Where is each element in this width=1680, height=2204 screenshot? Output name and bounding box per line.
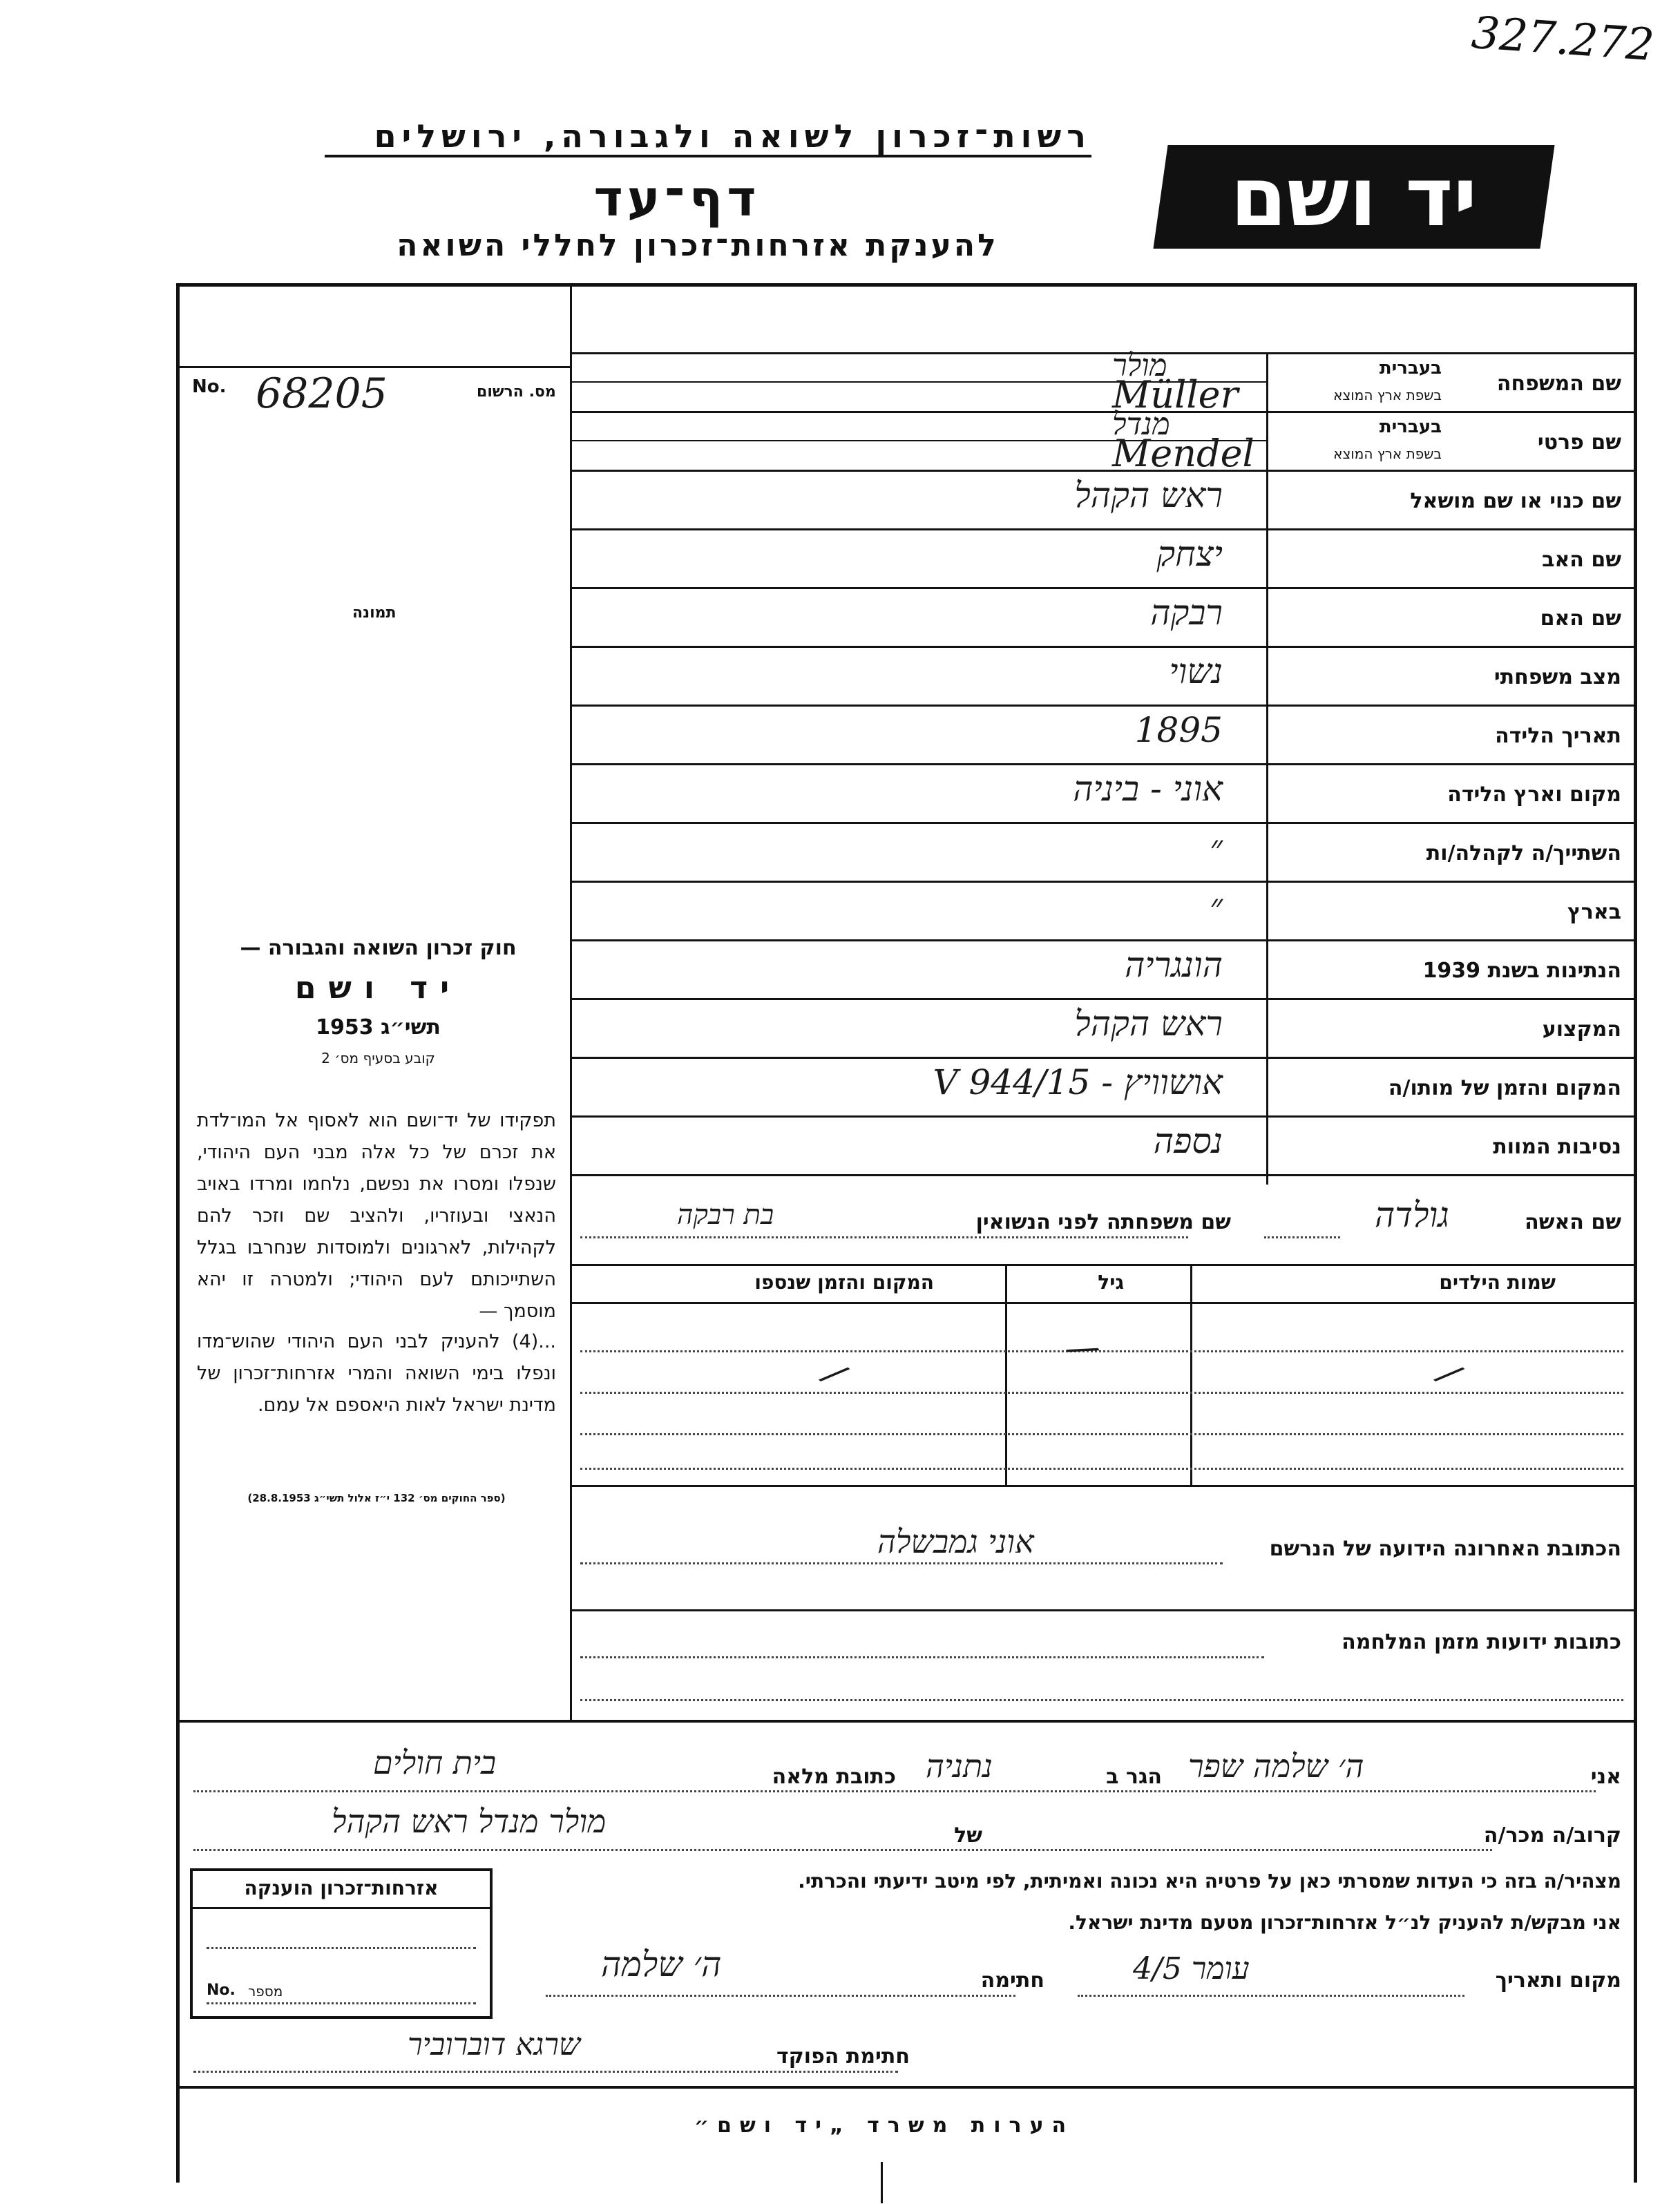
archive-number: 327.272 [1469,7,1656,72]
children-place-header: המקום והזמן שנספו [754,1271,934,1294]
reg-label: מס. הרשום [477,383,556,401]
field-value[interactable]: נספה [1153,1121,1223,1161]
field-label: המקום והזמן של מותו/ה [1388,1076,1621,1100]
field-label: הנתינות בשנת 1939 [1422,959,1621,983]
law-paragraph-2: ...(4) להעניק לבני העם היהודי שהוש־מדו ונפלו בימי השואה והמרי אזרחות־זכרון של מדינת ישראל לאות היאספם אל עמם. [197,1331,556,1416]
child-tick-3: / [1432,1354,1467,1393]
last-address-label: הכתובת האחרונה הידועה של הנרשם [1269,1537,1621,1561]
field-value[interactable]: ראש הקהל [1074,475,1223,515]
field-label: שם פרטי [1537,430,1621,454]
wife-value[interactable]: גולדה [1375,1195,1449,1235]
footer-note: הערות משרד „יד ושם״ [694,2114,1075,2138]
law-title: חוק זכרון השואה והגבורה — [240,936,517,960]
children-names-header: שמות הילדים [1439,1271,1556,1294]
field-value[interactable]: רבקה [1150,593,1223,633]
field-value-origin[interactable]: Mendel [1112,432,1254,475]
field-value[interactable]: יצחק [1156,534,1223,574]
lives-in-label: הגר ב [1106,1765,1162,1789]
field-value[interactable]: אוני - ביניה [1073,769,1223,809]
hebrew-sublabel: בעברית [1379,416,1442,437]
declarant-signature[interactable]: ה׳ שלמה [601,1944,722,1984]
child-tick-1: / [817,1354,852,1393]
yad-vashem-logo [1153,145,1554,249]
certify-text: מצהיר/ה בזה כי העדות שמסרתי כאן על פרטיה היא נכונה ואמיתית, לפי מיטב ידיעתי והכרתי. [798,1870,1621,1892]
logo-text: יד ושם [1230,149,1478,245]
citizenship-title: אזרחות־זכרון הוענקה [244,1877,439,1899]
place-date-value[interactable]: עומר 4/5 [1133,1951,1250,1986]
officer-signature[interactable]: שרגא דוברוביר [408,2027,581,2062]
authority-title: רשות־זכרון לשואה ולגבורה, ירושלים [325,117,1091,157]
page-subtitle: להענקת אזרחות־זכרון לחללי השואה [397,228,999,263]
field-label: השתייך/ה לקהלה/ות [1426,841,1621,865]
last-address-value[interactable]: אוני גמבשלה [877,1523,1034,1560]
hebrew-sublabel: בעברית [1379,358,1442,378]
children-age-header: גיל [1098,1271,1124,1294]
maiden-name-label: שם משפחתה לפני הנשואין [975,1210,1231,1234]
law-paragraph-1: תפקידו של יד־ושם הוא לאסוף אל המו־לדת את זכרם של כל אלה מבני העם היהודי, שנפלו ומסרו את נפשם, נלחמו ומרדו באויב הנאצי ובעוזריו, ולהציב שם וזכר להם לקהילות, לארגונים ולמוסדות שנחרבו בגלל השתייכותם לעם היהודי; ולמטרה זו יהא מוסמך — [197,1110,556,1322]
field-value[interactable]: נשוי [1169,651,1223,691]
field-label: המקצוע [1542,1017,1621,1042]
address-label: כתובת מלאה [772,1765,896,1789]
law-name: יד ושם [294,970,462,1006]
page-title: דף־עד [593,169,761,227]
reg-no-value: 68205 [256,370,388,418]
origin-sublabel: בשפת ארץ המוצא [1333,387,1442,403]
child-tick-2: / [1063,1334,1104,1365]
origin-sublabel: בשפת ארץ המוצא [1333,445,1442,462]
field-value[interactable]: ״ [1210,886,1223,926]
citizenship-no-label: No. [207,1982,236,1999]
field-label: מצב משפחתי [1493,665,1621,689]
citizenship-box [190,1868,493,2019]
wartime-addresses-label: כתובות ידועות מזמן המלחמה [1342,1630,1621,1654]
reg-no-label: No. [192,376,227,397]
field-value-hebrew[interactable]: מנדל [1112,407,1170,442]
field-label: בארץ [1567,900,1621,924]
citizenship-number-label: מספר [248,1983,283,2000]
field-label: נסיבות המוות [1493,1135,1621,1159]
law-year: תשי״ג 1953 [316,1015,441,1039]
ani-label: אני [1590,1765,1621,1789]
photo-placeholder [187,387,560,919]
request-text: אני מבקש/ת להעניק לנ״ל אזרחות־זכרון מטעם מדינת ישראל. [1068,1911,1621,1934]
field-value-origin[interactable]: Müller [1112,373,1239,416]
wife-label: שם האשה [1525,1210,1621,1234]
field-value[interactable]: אושוויץ - 15/V 944 [933,1062,1223,1102]
field-value-hebrew[interactable]: מולר [1112,348,1167,383]
field-label: תאריך הלידה [1495,724,1621,748]
city-value[interactable]: נתניה [926,1747,993,1785]
of-value[interactable]: מולר מנדל ראש הקהל [332,1803,607,1840]
place-date-label: מקום ותאריך [1495,1968,1621,1993]
officer-signature-label: חתימת הפוקד [776,2044,910,2069]
relative-label: קרוב/ה מכר/ה [1483,1823,1621,1848]
field-label: שם המשפחה [1496,372,1621,396]
law-reference: (ספר החוקים מס׳ 132 י״ז אלול תשי״ג 28.8.1953) [247,1492,506,1504]
field-value[interactable]: 1895 [1134,710,1223,750]
field-label: שם האם [1540,606,1621,631]
address-value[interactable]: בית חולים [373,1744,497,1781]
field-label: מקום וארץ הלידה [1447,783,1621,807]
signature-label: חתימה [980,1968,1044,1993]
of-label: של [954,1823,982,1848]
field-label: שם האב [1542,548,1621,572]
field-value[interactable]: ראש הקהל [1074,1004,1223,1044]
maiden-name-value[interactable]: בת רבקה [677,1199,774,1231]
photo-label: תמונה [352,604,397,622]
law-clause: קובע בסעיף מס׳ 2 [321,1050,435,1066]
declarant-name[interactable]: ה׳ שלמה שפר [1188,1747,1364,1785]
field-value[interactable]: ״ [1210,827,1223,868]
field-value[interactable]: הונגריה [1125,945,1223,985]
field-label: שם כנוי או שם מושאל [1410,489,1621,513]
